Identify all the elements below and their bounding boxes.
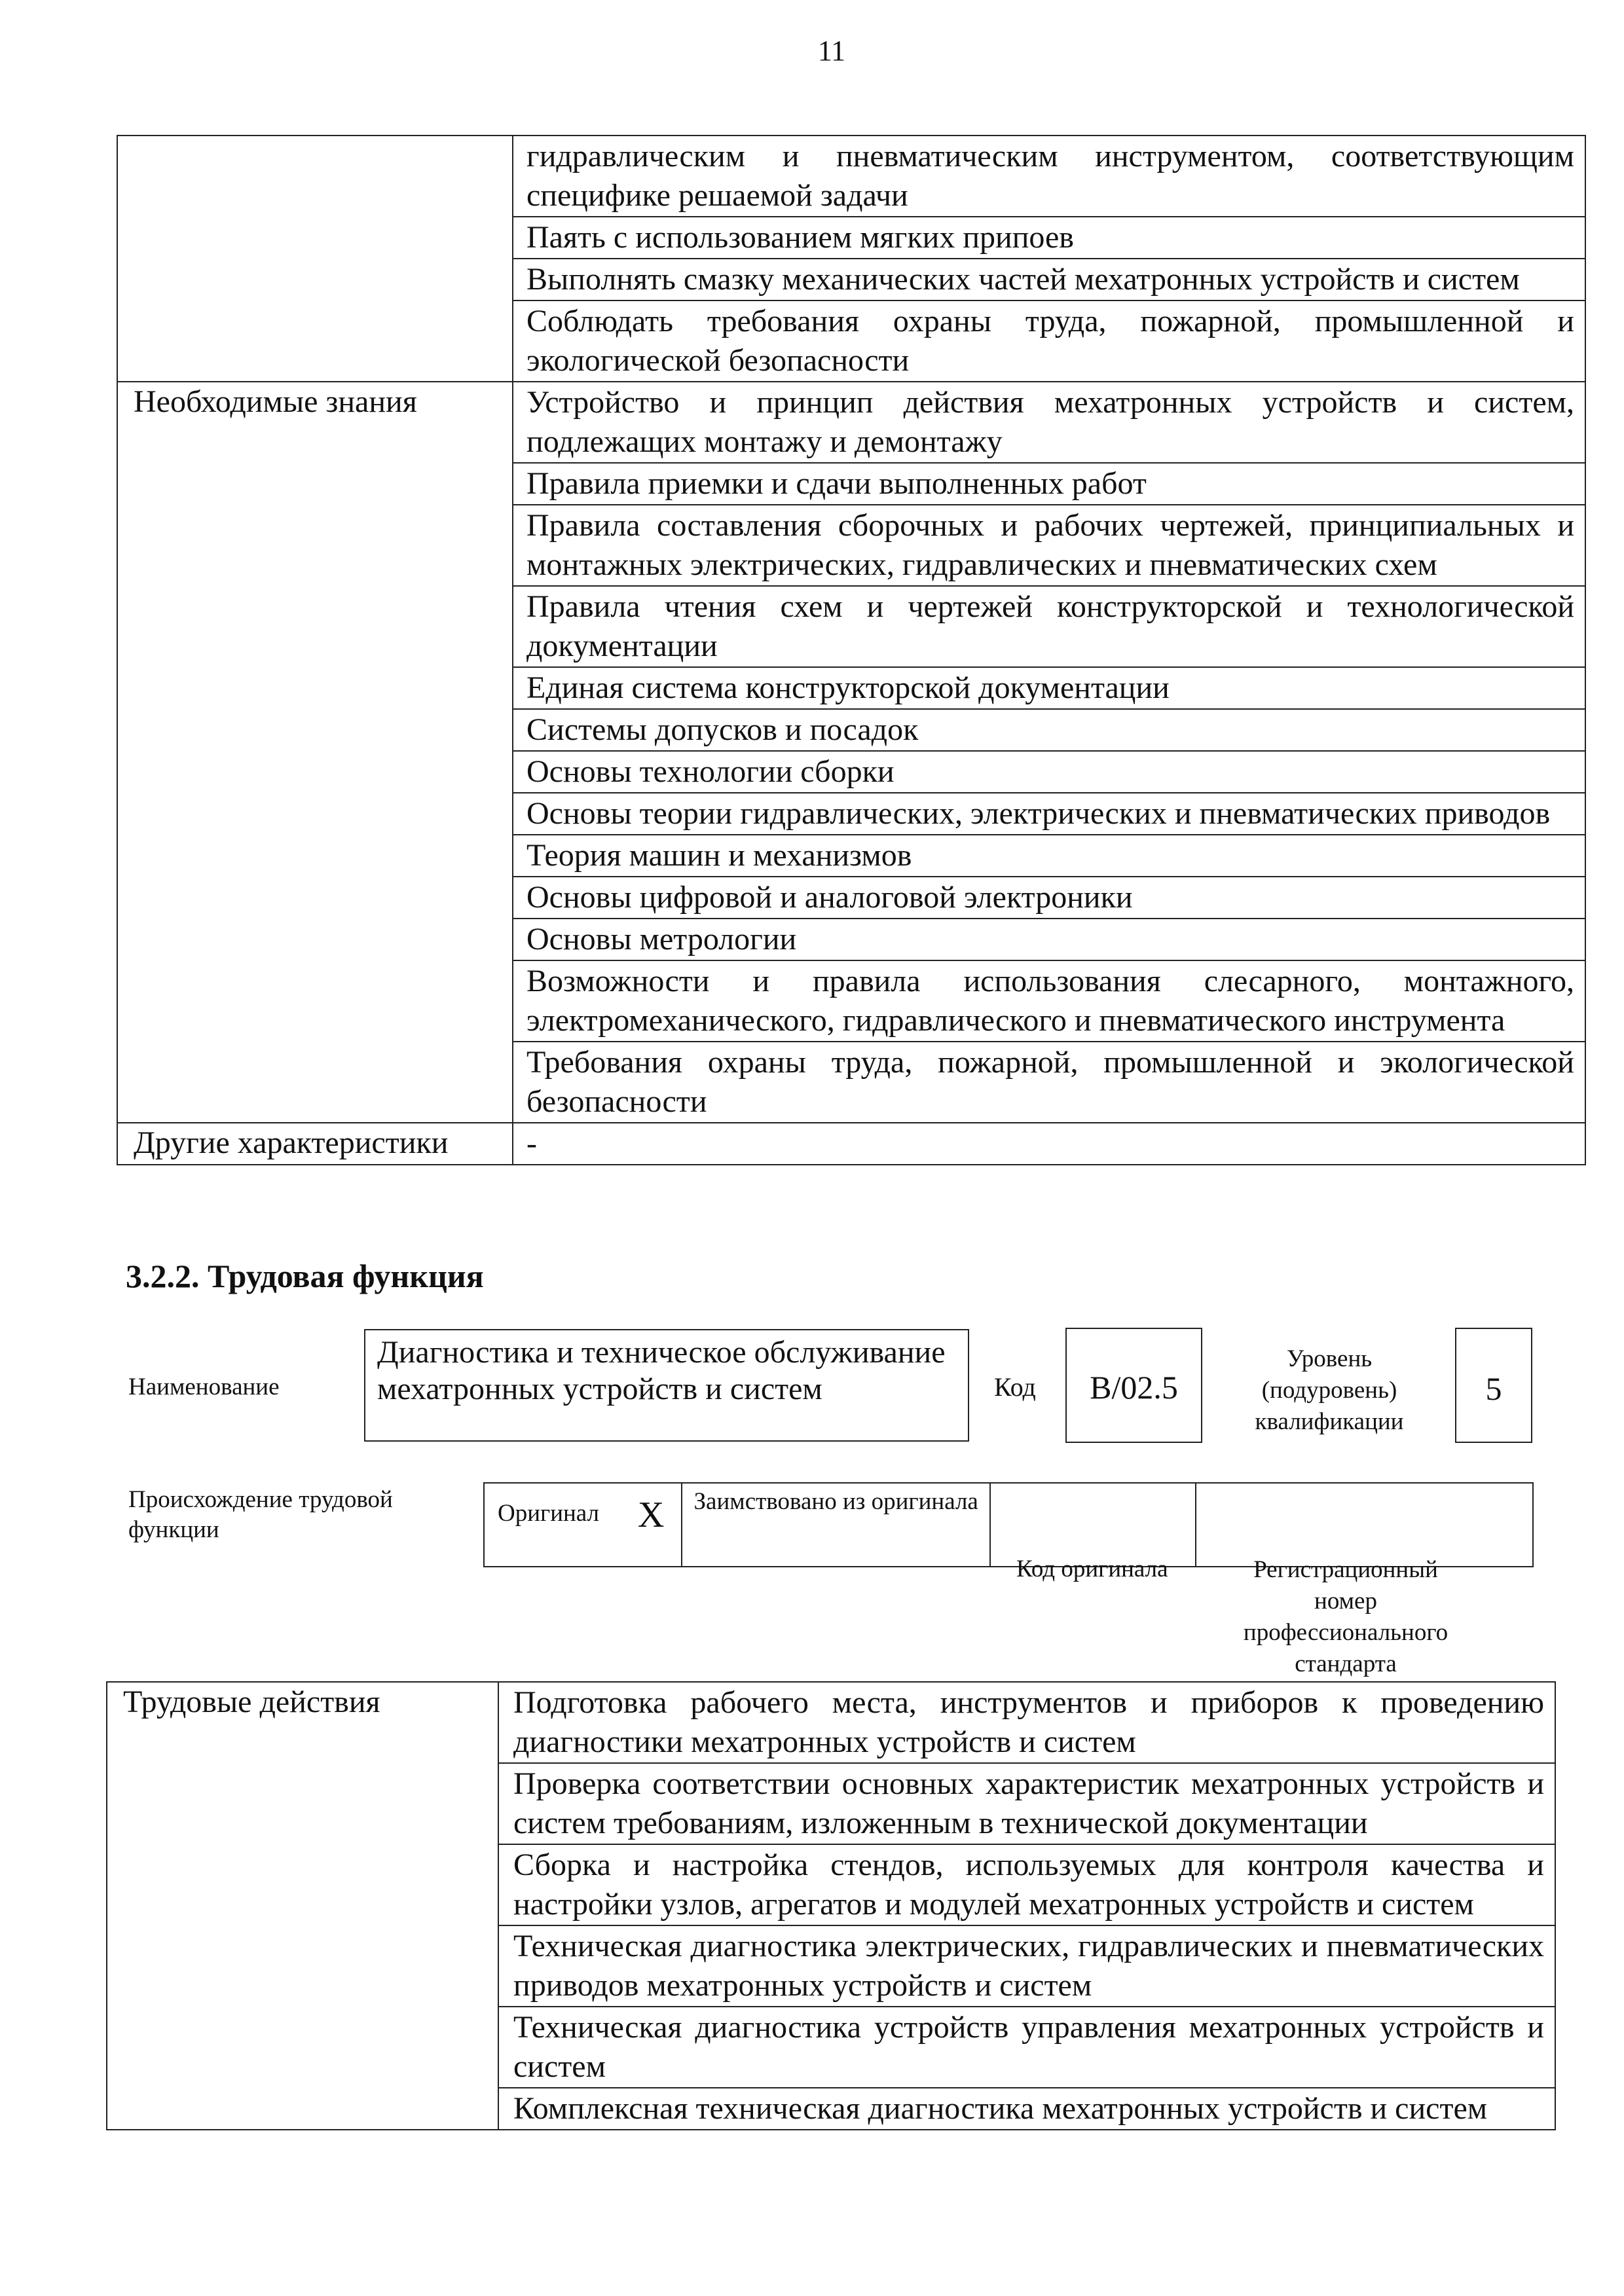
table-cell: Правила составления сборочных и рабочих чертежей, принципиальных и монтажных электрических, гидравлических и пневматических схем — [513, 505, 1585, 586]
row-label-other: Другие характеристики — [117, 1123, 513, 1165]
table-cell: Комплексная техническая диагностика мехатронных устройств и систем — [498, 2088, 1555, 2130]
origin-label: Происхождение трудовой функции — [128, 1486, 393, 1543]
name-value-box: Диагностика и техническое обслуживание мехатронных устройств и систем — [364, 1329, 969, 1442]
row-label-actions: Трудовые действия — [107, 1682, 498, 2130]
original-mark: X — [638, 1483, 682, 1567]
table-cell: Основы цифровой и аналоговой электроники — [513, 877, 1585, 919]
row-label — [117, 136, 513, 382]
table-cell: Требования охраны труда, пожарной, промышленной и экологической безопасности — [513, 1042, 1585, 1123]
actions-table — [106, 1681, 1556, 2130]
table-row — [117, 1123, 1585, 1165]
table-cell: Основы технологии сборки — [513, 751, 1585, 793]
section-title: 3.2.2. Трудовая функция — [126, 1258, 484, 1294]
table-cell: Техническая диагностика устройств управления мехатронных устройств и систем — [498, 2007, 1555, 2088]
table-cell: Теория машин и механизмов — [513, 835, 1585, 877]
table-cell: Устройство и принцип действия мехатронных устройств и систем, подлежащих монтажу и демонтажу — [513, 382, 1585, 463]
table-cell: Проверка соответствии основных характеристик мехатронных устройств и систем требованиям, изложенным в технической документации — [498, 1763, 1555, 1844]
table-cell: Техническая диагностика электрических, гидравлических и пневматических приводов мехатронных устройств и систем — [498, 1925, 1555, 2007]
page-number: 11 — [817, 35, 846, 67]
table-cell: Соблюдать требования охраны труда, пожарной, промышленной и экологической безопасности — [513, 301, 1585, 382]
table-cell: гидравлическим и пневматическим инструментом, соответствующим специфике решаемой задачи — [513, 136, 1585, 217]
borrowed-label: Заимствовано из оригинала — [682, 1483, 991, 1567]
table-row — [117, 382, 1585, 463]
skills-knowledge-table — [117, 135, 1586, 1165]
table-cell: - — [513, 1123, 1585, 1165]
table-cell: Правила чтения схем и чертежей конструкторской и технологической документации — [513, 586, 1585, 667]
reg-number-caption: Регистрационный номер профессионального стандарта — [1243, 1556, 1449, 1677]
table-cell: Паять с использованием мягких припоев — [513, 217, 1585, 259]
table-row — [107, 1682, 1555, 1763]
original-label: Оригинал — [484, 1483, 638, 1567]
table-cell: Правила приемки и сдачи выполненных работ — [513, 463, 1585, 505]
row-label-knowledge: Необходимые знания — [117, 382, 513, 1123]
level-value-box: 5 — [1455, 1328, 1532, 1443]
table-cell: Возможности и правила использования слесарного, монтажного, электромеханического, гидравлического и пневматического инструмента — [513, 960, 1585, 1042]
table-cell: Сборка и настройка стендов, используемых для контроля качества и настройки узлов, агрегатов и модулей мехатронных устройств и систем — [498, 1844, 1555, 1925]
table-cell: Основы теории гидравлических, электрических и пневматических приводов — [513, 793, 1585, 835]
level-label: Уровень (подуровень) квалификации — [1255, 1345, 1404, 1435]
table-cell: Подготовка рабочего места, инструментов и приборов к проведению диагностики мехатронных устройств и систем — [498, 1682, 1555, 1763]
code-value-box: B/02.5 — [1065, 1328, 1202, 1443]
code-original-caption: Код оригинала — [1016, 1556, 1168, 1582]
code-label: Код — [994, 1372, 1036, 1402]
name-label: Наименование — [128, 1374, 280, 1400]
table-cell: Единая система конструкторской документации — [513, 667, 1585, 709]
table-cell: Системы допусков и посадок — [513, 709, 1585, 751]
table-cell: Основы метрологии — [513, 919, 1585, 960]
table-cell: Выполнять смазку механических частей мехатронных устройств и систем — [513, 259, 1585, 301]
table-row — [117, 136, 1585, 217]
